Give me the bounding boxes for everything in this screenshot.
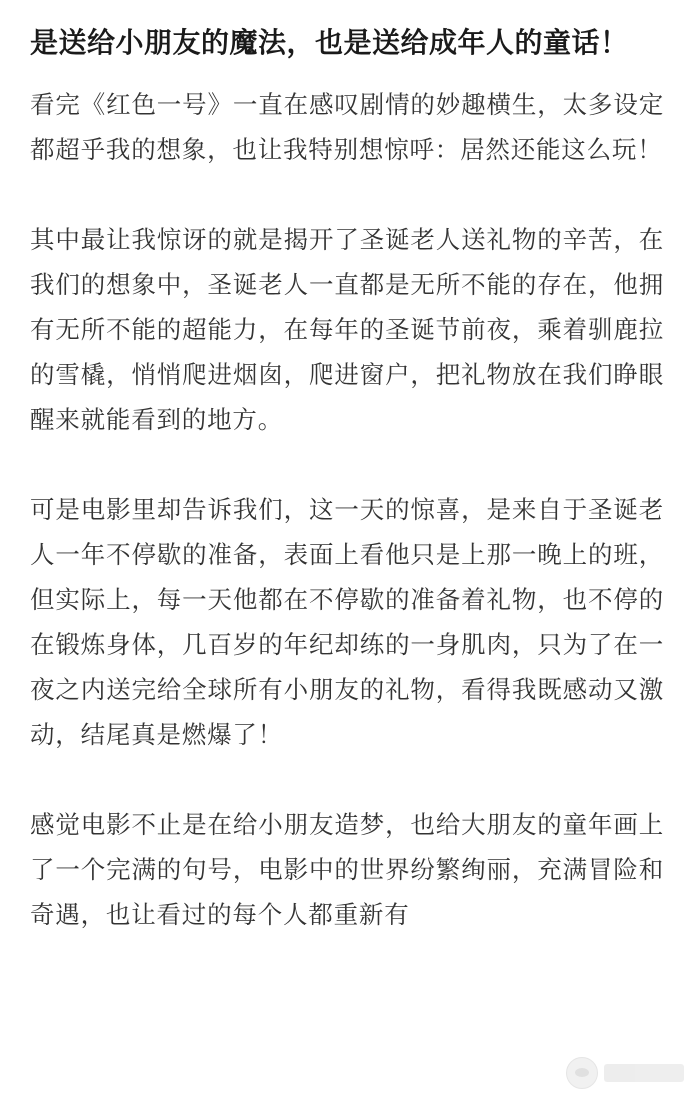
article-title: 是送给小朋友的魔法，也是送给成年人的童话！ <box>30 26 629 59</box>
watermark-text-mark <box>604 1064 684 1082</box>
article-paragraph-4: 感觉电影不止是在给小朋友造梦，也给大朋友的童年画上了一个完满的句号，电影中的世界纷繁绚丽，充满冒险和奇遇，也让看过的每个人都重新有 <box>30 810 664 929</box>
article-paragraph-3: 可是电影里却告诉我们，这一天的惊喜，是来自于圣诞老人一年不停歇的准备，表面上看他只是上那一晚上的班，但实际上，每一天他都在不停歇的准备着礼物，也不停的在锻炼身体，几百岁的年纪却练的一身肌肉，只为了在一夜之内送完给全球所有小朋友的礼物，看得我既感动又激动，结尾真是燃爆了！ <box>30 495 664 749</box>
paragraph-spacer <box>30 757 664 802</box>
watermark <box>566 1054 684 1092</box>
article-paragraph-1: 看完《红色一号》一直在感叹剧情的妙趣横生，太多设定都超乎我的想象，也让我特别想惊呼：居然还能这么玩！ <box>30 90 664 164</box>
article <box>30 18 664 937</box>
watermark-logo-icon <box>566 1057 598 1089</box>
article-paragraph-2: 其中最让我惊讶的就是揭开了圣诞老人送礼物的辛苦，在我们的想象中，圣诞老人一直都是无所不能的存在，他拥有无所不能的超能力，在每年的圣诞节前夜，乘着驯鹿拉的雪橇，悄悄爬进烟囱，爬进窗户，把礼物放在我们睁眼醒来就能看到的地方。 <box>30 225 664 434</box>
paragraph-spacer <box>30 442 664 487</box>
paragraph-spacer <box>30 172 664 217</box>
